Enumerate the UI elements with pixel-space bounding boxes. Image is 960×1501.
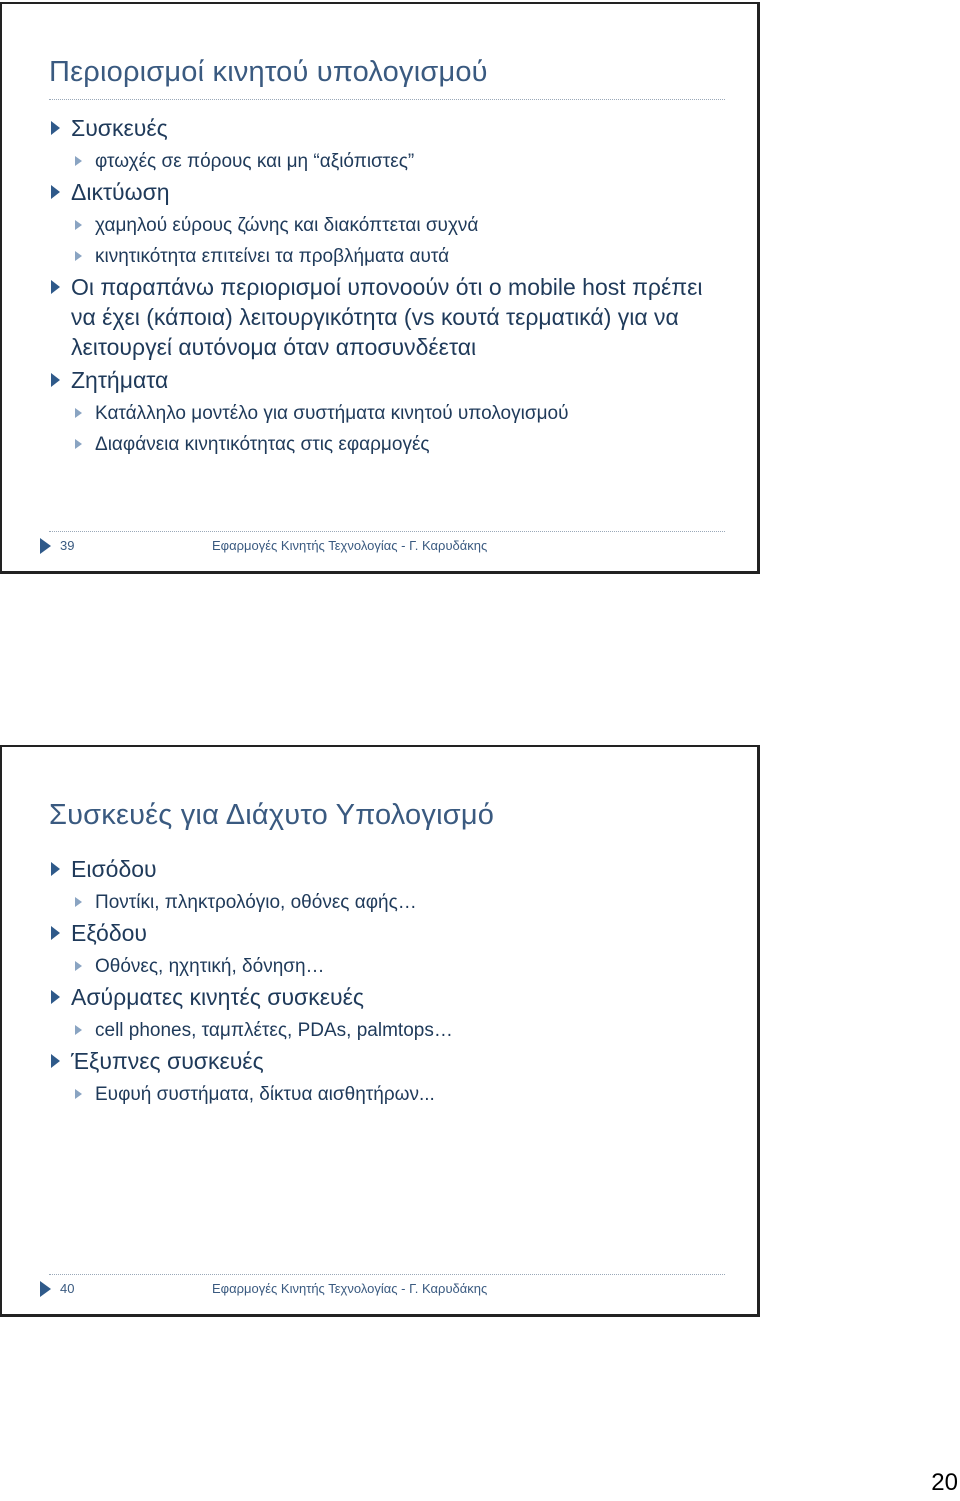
sub-bullet-item xyxy=(73,1018,727,1043)
triangle-bullet-icon xyxy=(51,121,60,135)
triangle-bullet-icon xyxy=(75,1025,82,1035)
triangle-bullet-icon xyxy=(75,408,82,418)
slide-40 xyxy=(0,745,760,1317)
bullet-item xyxy=(49,982,727,1012)
triangle-bullet-icon xyxy=(75,1089,82,1099)
footer-text: Εφαρμογές Κινητής Τεχνολογίας - Γ. Καρυδάκης xyxy=(212,1281,488,1296)
triangle-bullet-icon xyxy=(75,156,82,166)
slide-title: Περιορισμοί κινητού υπολογισμού xyxy=(49,56,488,88)
sub-bullet-text: κινητικότητα επιτείνει τα προβλήματα αυτά xyxy=(95,246,450,267)
sub-bullet-text: cell phones, ταμπλέτες, PDAs, palmtops… xyxy=(95,1020,453,1041)
footer-divider xyxy=(49,1274,725,1275)
bullet-text: Συσκευές xyxy=(71,115,168,141)
footer-divider xyxy=(49,531,725,532)
triangle-bullet-icon xyxy=(51,280,60,294)
sub-bullet-text: Οθόνες, ηχητική, δόνηση… xyxy=(95,956,325,977)
triangle-bullet-icon xyxy=(75,251,82,261)
bullet-item xyxy=(49,854,727,884)
triangle-bullet-icon xyxy=(51,862,60,876)
bullet-text: Ασύρματες κινητές συσκευές xyxy=(71,984,364,1010)
bullet-text: Δικτύωση xyxy=(71,179,170,205)
triangle-bullet-icon xyxy=(75,961,82,971)
bullet-text: Οι παραπάνω περιορισμοί υπονοούν ότι ο mobile host πρέπει να έχει (κάποια) λειτουργικότητα (vs κουτά τερματικά) για να λειτουργεί αυτόνομα όταν αποσυνδέεται xyxy=(71,274,703,360)
sub-bullet-item xyxy=(73,890,727,915)
slide-number: 40 xyxy=(60,1281,75,1296)
title-divider xyxy=(49,99,725,100)
triangle-bullet-icon xyxy=(75,439,82,449)
slide-number: 39 xyxy=(60,538,75,553)
sub-bullet-item xyxy=(73,1082,727,1107)
bullet-item xyxy=(49,177,727,207)
footer-text: Εφαρμογές Κινητής Τεχνολογίας - Γ. Καρυδάκης xyxy=(212,538,488,553)
sub-bullet-text: Διαφάνεια κινητικότητας στις εφαρμογές xyxy=(95,434,430,455)
slide-title: Συσκευές για Διάχυτο Υπολογισμό xyxy=(49,799,495,831)
bullet-text: Ζητήματα xyxy=(71,367,169,393)
sub-bullet-text: Ποντίκι, πληκτρολόγιο, οθόνες αφής… xyxy=(95,892,417,913)
bullet-item xyxy=(49,918,727,948)
sub-bullet-item xyxy=(73,213,727,238)
sub-bullet-item xyxy=(73,954,727,979)
sub-bullet-item xyxy=(73,401,727,426)
sub-bullet-item xyxy=(73,244,727,269)
footer-arrow-icon xyxy=(40,1281,51,1297)
bullet-item xyxy=(49,272,727,362)
bullet-text: Έξυπνες συσκευές xyxy=(71,1048,264,1074)
sub-bullet-item xyxy=(73,432,727,457)
bullet-text: Εισόδου xyxy=(71,856,157,882)
triangle-bullet-icon xyxy=(75,220,82,230)
bullet-item xyxy=(49,365,727,395)
triangle-bullet-icon xyxy=(51,926,60,940)
slide-content xyxy=(49,110,727,458)
triangle-bullet-icon xyxy=(51,185,60,199)
sub-bullet-text: φτωχές σε πόρους και μη “αξιόπιστες” xyxy=(95,151,415,172)
triangle-bullet-icon xyxy=(51,990,60,1004)
triangle-bullet-icon xyxy=(75,897,82,907)
footer-arrow-icon xyxy=(40,538,51,554)
triangle-bullet-icon xyxy=(51,373,60,387)
sub-bullet-text: Ευφυή συστήματα, δίκτυα αισθητήρων... xyxy=(95,1084,435,1105)
slide-39 xyxy=(0,2,760,574)
sub-bullet-text: χαμηλού εύρους ζώνης και διακόπτεται συχνά xyxy=(95,215,479,236)
bullet-item xyxy=(49,113,727,143)
sub-bullet-text: Κατάλληλο μοντέλο για συστήματα κινητού υπολογισμού xyxy=(95,403,569,424)
slide-content xyxy=(49,851,727,1108)
bullet-item xyxy=(49,1046,727,1076)
bullet-text: Εξόδου xyxy=(71,920,147,946)
sub-bullet-item xyxy=(73,149,727,174)
page-number: 20 xyxy=(931,1469,958,1496)
triangle-bullet-icon xyxy=(51,1054,60,1068)
